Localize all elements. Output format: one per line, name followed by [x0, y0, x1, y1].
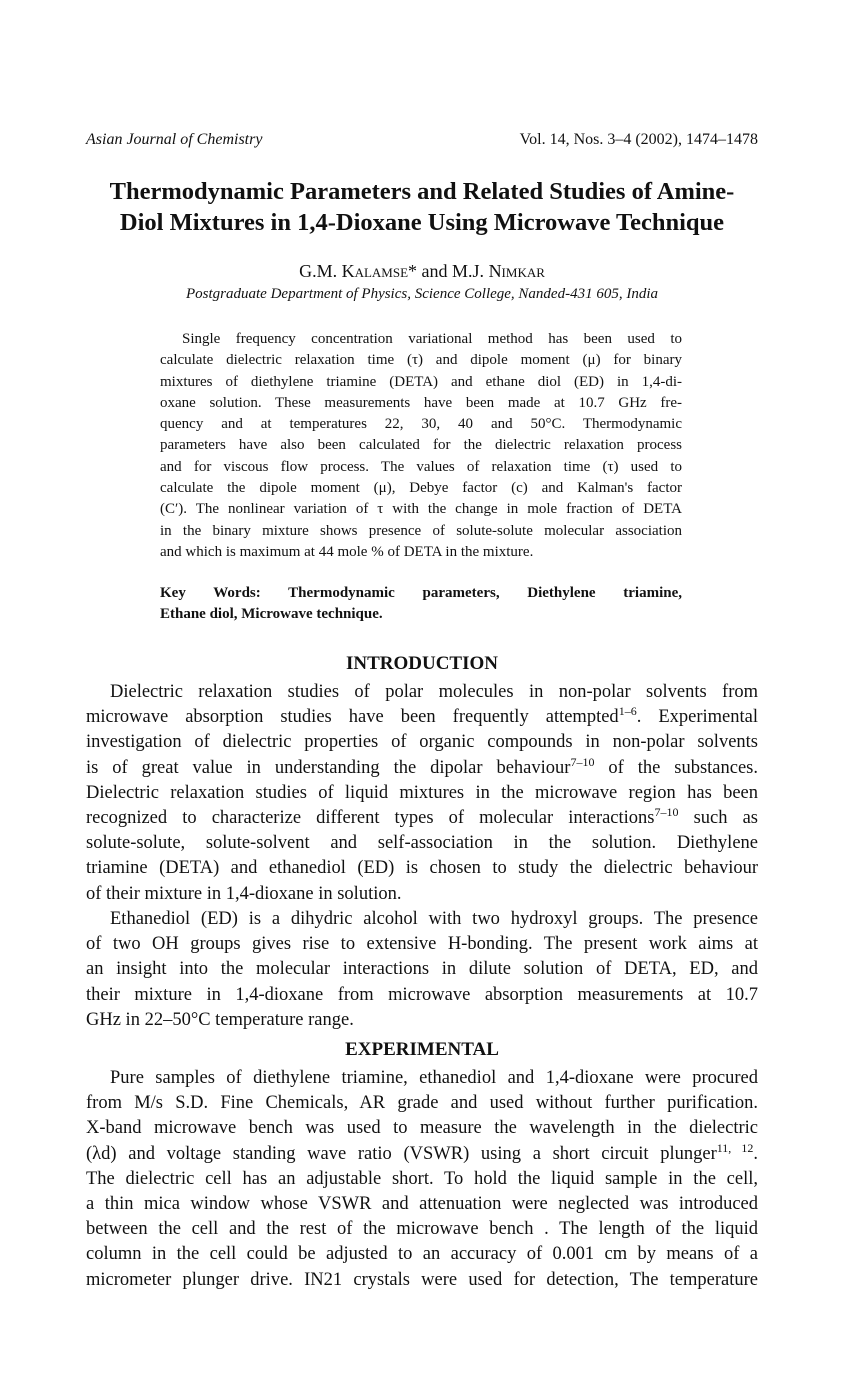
text-line: Pure samples of diethylene triamine, ethanediol and 1,4-dioxane were procured: [110, 1068, 758, 1088]
citation: 1–6: [618, 704, 637, 719]
volume-info: Vol. 14, Nos. 3–4 (2002), 1474–1478: [519, 131, 758, 148]
text-line: triamine (DETA) and ethanediol (ED) is chosen to study the dielectric behaviour: [86, 858, 758, 879]
keywords-line: Ethane diol, Microwave technique.: [160, 606, 383, 623]
abstract-line: parameters have also been calculated for the dielectric relaxation process: [160, 437, 682, 454]
author-surname: Nimkar: [488, 261, 545, 281]
text-line: between the cell and the rest of the microwave bench . The length of the liquid: [86, 1219, 758, 1240]
abstract-line: calculate dielectric relaxation time (τ) and dipole moment (μ) for binary: [160, 352, 682, 369]
text-line: X-band microwave bench was used to measure the wavelength in the dielectric: [86, 1118, 758, 1139]
author-list: [86, 259, 758, 283]
text-line: of two OH groups gives rise to extensive H-bonding. The present work aims at: [86, 934, 758, 955]
text-line: a thin mica window whose VSWR and attenuation were neglected was introduced: [86, 1193, 758, 1214]
text-line: micrometer plunger drive. IN21 crystals were used for detection, The temperature: [86, 1269, 758, 1290]
text-line: Ethanediol (ED) is a dihydric alcohol with two hydroxyl groups. The presence: [110, 909, 758, 929]
introduction-paragraph-2: [86, 907, 758, 1033]
text-line: GHz in 22–50°C temperature range.: [86, 1009, 354, 1030]
abstract-line: in the binary mixture shows presence of solute-solute molecular association: [160, 522, 682, 539]
abstract-line: and for viscous flow process. The values of relaxation time (τ) used to: [160, 458, 682, 475]
text-line: from M/s S.D. Fine Chemicals, AR grade and used without further purification.: [86, 1093, 758, 1114]
abstract-line: mixtures of diethylene triamine (DETA) and ethane diol (ED) in 1,4-di-: [160, 373, 682, 390]
text-line: of their mixture in 1,4-dioxane in solution.: [86, 883, 402, 904]
text-line: an insight into the molecular interactions in dilute solution of DETA, ED, and: [86, 959, 758, 980]
author-conjunction: and: [417, 261, 453, 281]
text-line: is of great value in understanding the dipolar behaviour$^{7-10}$ of the substances.: [86, 754, 758, 778]
abstract-line: quency and at temperatures 22, 30, 40 and 50°C. Thermodynamic: [160, 416, 682, 433]
text-line: investigation of dielectric properties of organic compounds in non-polar solvents: [86, 732, 758, 753]
text-line: recognized to characterize different types of molecular interactions$^{7-10}$ such as: [86, 804, 758, 828]
title-line: Thermodynamic Parameters and Related Studies of Amine-: [109, 178, 735, 205]
text-line: column in the cell could be adjusted to an accuracy of 0.001 cm by means of a: [86, 1244, 758, 1265]
affiliation: Postgraduate Department of Physics, Science College, Nanded-431 605, India: [186, 286, 658, 302]
keywords: [160, 583, 682, 626]
journal-name: Asian Journal of Chemistry: [86, 131, 263, 148]
title-line: Diol Mixtures in 1,4-Dioxane Using Microwave Technique: [119, 209, 725, 236]
introduction-paragraph-1: [86, 680, 758, 907]
abstract-line: Single frequency concentration variational method has been used to: [182, 331, 682, 347]
abstract: [160, 329, 682, 563]
citation: 11, 12: [716, 1140, 754, 1155]
abstract-line: calculate the dipole moment (μ), Debye factor (c) and Kalman's factor: [160, 480, 682, 497]
text-line: solute-solute, solute-solvent and self-association in the solution. Diethylene: [86, 833, 758, 854]
text-line: microwave absorption studies have been frequently attempted$^{1-6}$. Experimental: [86, 704, 758, 728]
text-line: their mixture in 1,4-dioxane from microwave absorption measurements at 10.7: [86, 984, 758, 1005]
abstract-line: (C′). The nonlinear variation of τ with the change in mole fraction of DETA: [160, 501, 682, 518]
author-initials: G.M.: [299, 261, 342, 281]
introduction-heading: INTRODUCTION: [345, 653, 499, 674]
citation: 7–10: [654, 804, 679, 819]
citation: 7–10: [570, 754, 595, 769]
text-line: Dielectric relaxation studies of liquid mixtures in the microwave region has been: [86, 782, 758, 803]
text-line: Dielectric relaxation studies of polar molecules in non-polar solvents from: [110, 682, 758, 702]
author-surname: Kalamse: [341, 261, 409, 281]
abstract-line: oxane solution. These measurements have been made at 10.7 GHz fre-: [160, 394, 682, 411]
experimental-paragraph: [86, 1066, 758, 1293]
paper-title: [86, 176, 758, 238]
author-initials: M.J.: [452, 261, 489, 281]
experimental-heading: EXPERIMENTAL: [345, 1039, 499, 1060]
text-line: The dielectric cell has an adjustable short. To hold the liquid sample in the cell,: [86, 1168, 758, 1189]
corresponding-mark: *: [408, 261, 418, 281]
abstract-line: and which is maximum at 44 mole % of DETA in the mixture.: [160, 543, 534, 560]
keywords-line: Key Words: Thermodynamic parameters, Diethylene triamine,: [160, 585, 682, 601]
text-line: (λd) and voltage standing wave ratio (VSWR) using a short circuit plunger$^{11, 12}$.: [86, 1140, 758, 1164]
